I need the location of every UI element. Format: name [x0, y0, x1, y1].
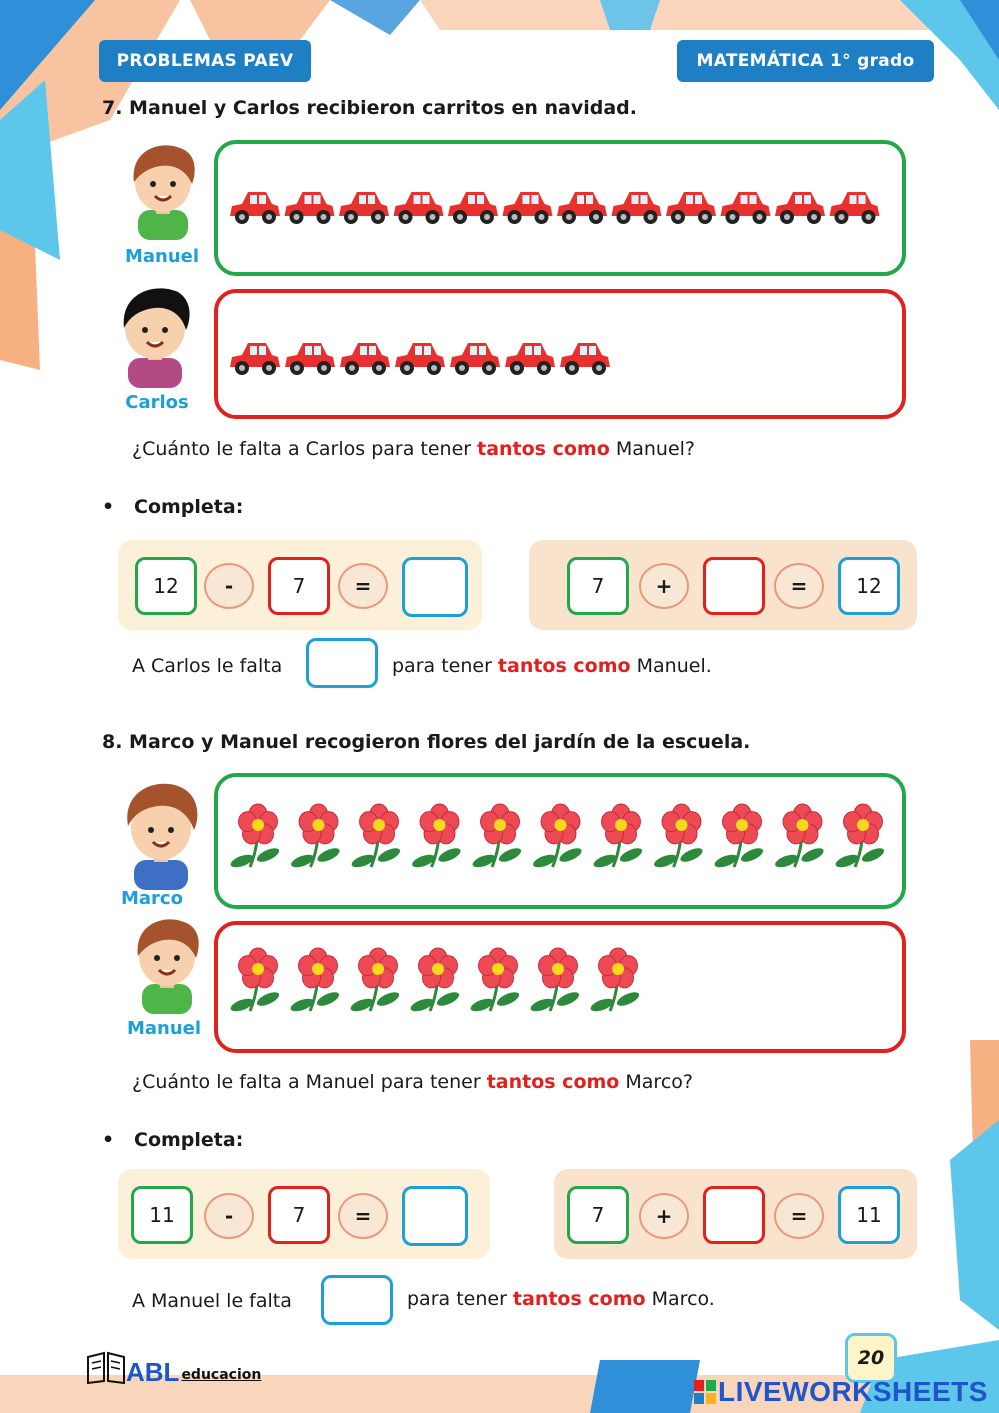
- flower-icon: [589, 948, 641, 1014]
- flower-icon: [229, 804, 281, 870]
- p7-eq2-c: 12: [838, 557, 900, 615]
- p8-eq2-plus: +: [639, 1193, 689, 1239]
- flower-icon: [350, 804, 402, 870]
- flower-icon: [774, 804, 826, 870]
- p8-eq2-answer-input[interactable]: [703, 1186, 765, 1244]
- flower-icon: [349, 948, 401, 1014]
- p8-answer-text: para tener: [407, 1288, 513, 1310]
- flowers-row-marco: [222, 777, 906, 907]
- p8-eq1-minus: -: [204, 1193, 254, 1239]
- educacion-text: educacion: [181, 1367, 262, 1383]
- page-number-badge: 20: [845, 1333, 897, 1383]
- p8-eq1-a: 11: [131, 1186, 193, 1244]
- p8-eq1-equals: =: [338, 1193, 388, 1239]
- p7-eq2-answer-input[interactable]: [703, 557, 765, 615]
- problem8-complete-label: • Completa:: [102, 1129, 244, 1151]
- p7-answer-input[interactable]: [306, 638, 378, 688]
- header-tag-right: MATEMÁTICA 1° grado: [677, 40, 934, 82]
- flower-icon: [229, 948, 281, 1014]
- problem8-question: [132, 1071, 693, 1093]
- problem7-title: 7. Manuel y Carlos recibieron carritos en navidad.: [102, 97, 637, 119]
- car-icon: [721, 192, 771, 224]
- problem7-answer-end: [392, 655, 712, 677]
- cars-row-manuel: [222, 144, 902, 274]
- manuel-flowers-panel: [214, 921, 906, 1053]
- problem7-answer-start: A Carlos le falta: [132, 655, 283, 677]
- p7-answer-highlight: tantos como: [497, 655, 631, 677]
- p8-eq2-a: 7: [567, 1186, 629, 1244]
- book-icon: [86, 1349, 126, 1385]
- flower-icon: [471, 804, 523, 870]
- car-icon: [230, 192, 280, 224]
- problem8-answer-end: [407, 1288, 715, 1310]
- problem8-question-end: Marco?: [619, 1071, 693, 1093]
- problem7-question: [132, 438, 695, 460]
- manuel-avatar: [120, 140, 206, 240]
- p8-answer-input[interactable]: [321, 1275, 393, 1325]
- problem7-question-end: Manuel?: [609, 438, 695, 460]
- cars-row-carlos: [222, 293, 902, 419]
- problem7-question-text: ¿Cuánto le falta a Carlos para tener: [132, 438, 478, 460]
- p7-eq1-minus: -: [204, 563, 254, 609]
- p7-eq1-equals: =: [338, 563, 388, 609]
- problem8-kid1-name: Marco: [121, 888, 183, 909]
- flower-icon: [834, 804, 886, 870]
- lws-logo-icon: [694, 1380, 716, 1404]
- header-tag-left: PROBLEMAS PAEV: [99, 40, 311, 82]
- problem7-kid2-name: Carlos: [125, 392, 189, 413]
- car-icon: [503, 192, 553, 224]
- manuel-cars-panel: [214, 140, 906, 276]
- car-icon: [394, 192, 444, 224]
- car-icon: [775, 192, 825, 224]
- p7-eq1-b: 7: [268, 557, 330, 615]
- p7-eq2-a: 7: [567, 557, 629, 615]
- flower-icon: [411, 804, 463, 870]
- liveworksheets-logo: [694, 1376, 988, 1408]
- flower-icon: [532, 804, 584, 870]
- flower-icon: [469, 948, 521, 1014]
- p8-eq2-equals: =: [774, 1193, 824, 1239]
- problem8-title: 8. Marco y Manuel recogieron flores del jardín de la escuela.: [102, 731, 751, 753]
- abl-text: ABL: [126, 1357, 180, 1387]
- p7-eq2-equals: =: [774, 563, 824, 609]
- car-icon: [285, 192, 335, 224]
- problem8-question-text: ¿Cuánto le falta a Manuel para tener: [132, 1071, 487, 1093]
- car-icon: [285, 343, 335, 375]
- flower-icon: [409, 948, 461, 1014]
- car-icon: [612, 192, 662, 224]
- flower-icon: [290, 804, 342, 870]
- flower-icon: [592, 804, 644, 870]
- p7-eq2-plus: +: [639, 563, 689, 609]
- p8-answer-name: Marco.: [645, 1288, 715, 1310]
- problem8-question-highlight: tantos como: [486, 1071, 620, 1093]
- manuel-avatar-2: [124, 914, 210, 1014]
- carlos-avatar: [112, 284, 198, 388]
- p7-eq1-answer-input[interactable]: [402, 557, 468, 617]
- p7-answer-text: para tener: [392, 655, 498, 677]
- flower-icon: [529, 948, 581, 1014]
- flower-icon: [713, 804, 765, 870]
- p8-eq1-answer-input[interactable]: [402, 1186, 468, 1246]
- carlos-cars-panel: [214, 289, 906, 419]
- car-icon: [450, 343, 500, 375]
- abl-logo: [86, 1349, 261, 1385]
- problem7-question-highlight: tantos como: [477, 438, 610, 460]
- p8-answer-highlight: tantos como: [512, 1288, 646, 1310]
- car-icon: [830, 192, 880, 224]
- car-icon: [395, 343, 445, 375]
- car-icon: [340, 343, 390, 375]
- car-icon: [448, 192, 498, 224]
- problem7-kid1-name: Manuel: [124, 246, 200, 267]
- marco-avatar: [116, 780, 206, 890]
- car-icon: [339, 192, 389, 224]
- car-icon: [230, 343, 280, 375]
- flower-icon: [289, 948, 341, 1014]
- car-icon: [666, 192, 716, 224]
- liveworksheets-text: LIVEWORKSHEETS: [718, 1376, 988, 1407]
- car-icon: [560, 343, 610, 375]
- p7-eq1-a: 12: [135, 557, 197, 615]
- car-icon: [557, 192, 607, 224]
- problem7-complete-label: • Completa:: [102, 496, 244, 518]
- flower-icon: [653, 804, 705, 870]
- flowers-row-manuel: [222, 925, 906, 1051]
- problem8-answer-start: A Manuel le falta: [132, 1290, 292, 1312]
- car-icon: [505, 343, 555, 375]
- marco-flowers-panel: [214, 773, 906, 909]
- problem8-kid2-name: Manuel: [126, 1018, 202, 1039]
- p7-answer-name: Manuel.: [630, 655, 712, 677]
- p8-eq1-b: 7: [268, 1186, 330, 1244]
- p8-eq2-c: 11: [838, 1186, 900, 1244]
